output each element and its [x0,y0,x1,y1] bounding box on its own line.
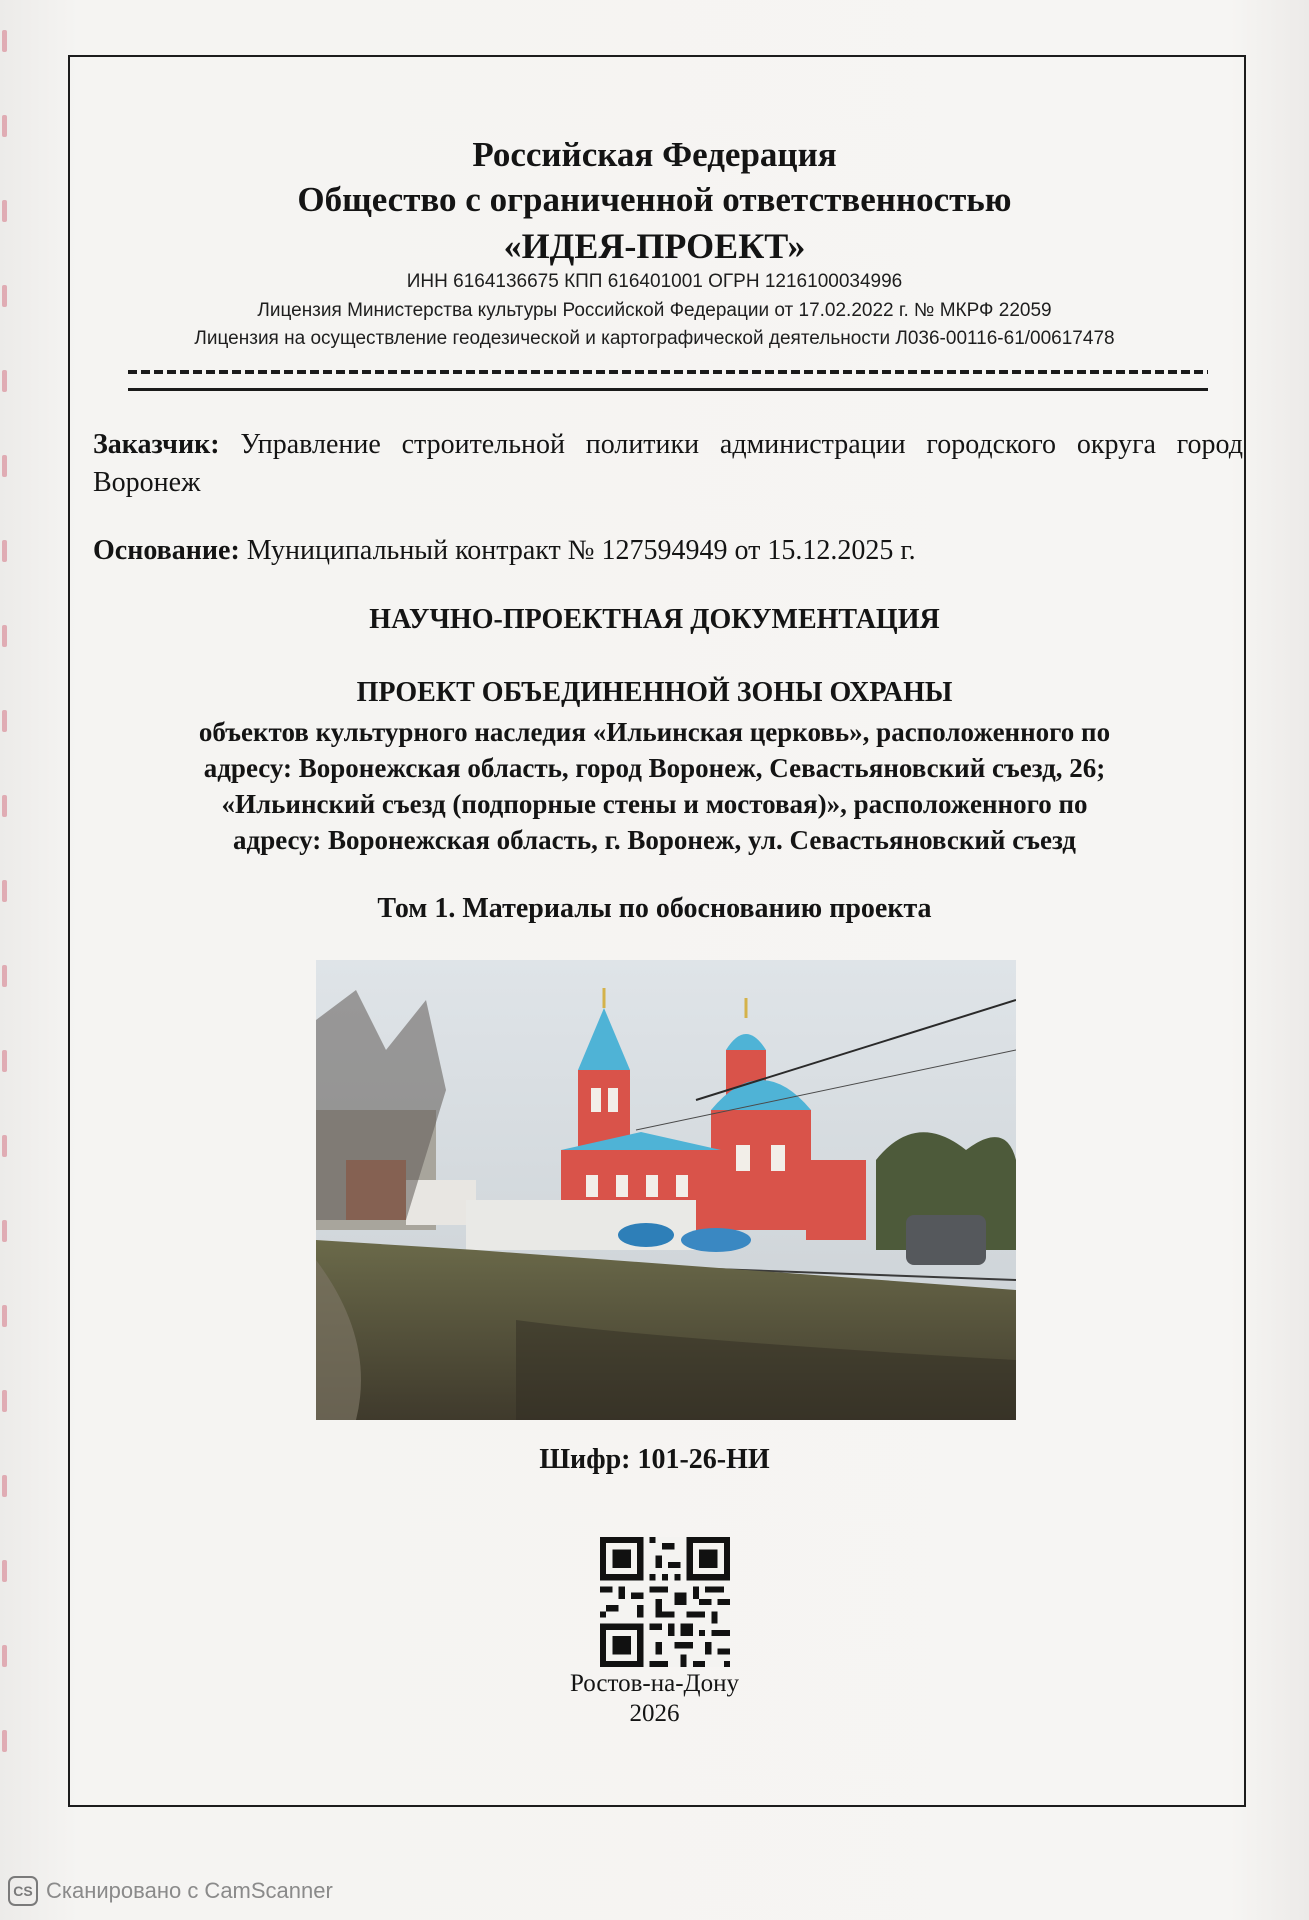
customer-value: Управление строительной политики администрации городского округа город Воронеж [93,429,1243,498]
dashed-divider [128,370,1208,374]
solid-divider [128,388,1208,391]
project-desc-line: «Ильинский съезд (подпорные стены и мостовая)», расположенного по [221,789,1088,819]
camscanner-watermark: Сканировано с CamScanner [46,1878,333,1903]
project-desc-line: адресу: Воронежская область, г. Воронеж, ул. Севастьяновский съезд [233,825,1076,855]
qr-code-icon [600,1537,730,1667]
project-description [0,714,1309,858]
project-title: ПРОЕКТ ОБЪЕДИНЕННОЙ ЗОНЫ ОХРАНЫ [356,677,953,708]
basis-line [93,532,1243,570]
org-type-title: Общество с ограниченной ответственностью [297,180,1012,219]
basis-value: Муниципальный контракт № 127594949 от 15.12.2025 г. [246,535,916,566]
org-name-title: «ИДЕЯ-ПРОЕКТ» [503,226,806,266]
country-title: Российская Федерация [472,135,837,174]
volume-title: Том 1. Материалы по обоснованию проекта [377,893,932,924]
church-photo [316,960,1016,1420]
doc-type-heading: НАУЧНО-ПРОЕКТНАЯ ДОКУМЕНТАЦИЯ [369,604,940,635]
city-label: Ростов-на-Дону [570,1670,739,1697]
customer-label: Заказчик: [93,429,220,460]
license-culture: Лицензия Министерства культуры Российской Федерации от 17.02.2022 г. № МКРФ 22059 [257,300,1052,321]
cipher-label: Шифр: 101-26-НИ [539,1444,770,1475]
license-geodesy: Лицензия на осуществление геодезической и картографической деятельности Л036-00116-61/00617478 [194,328,1115,349]
org-requisites: ИНН 6164136675 КПП 616401001 ОГРН 1216100034996 [406,271,903,292]
basis-label: Основание: [93,535,240,566]
project-desc-line: объектов культурного наследия «Ильинская церковь», расположенного по [198,717,1111,747]
camscanner-logo: CS [8,1876,38,1906]
project-desc-line: адресу: Воронежская область, город Воронеж, Севастьяновский съезд, 26; [203,753,1106,783]
year-label: 2026 [629,1700,680,1727]
customer-line [93,426,1243,502]
